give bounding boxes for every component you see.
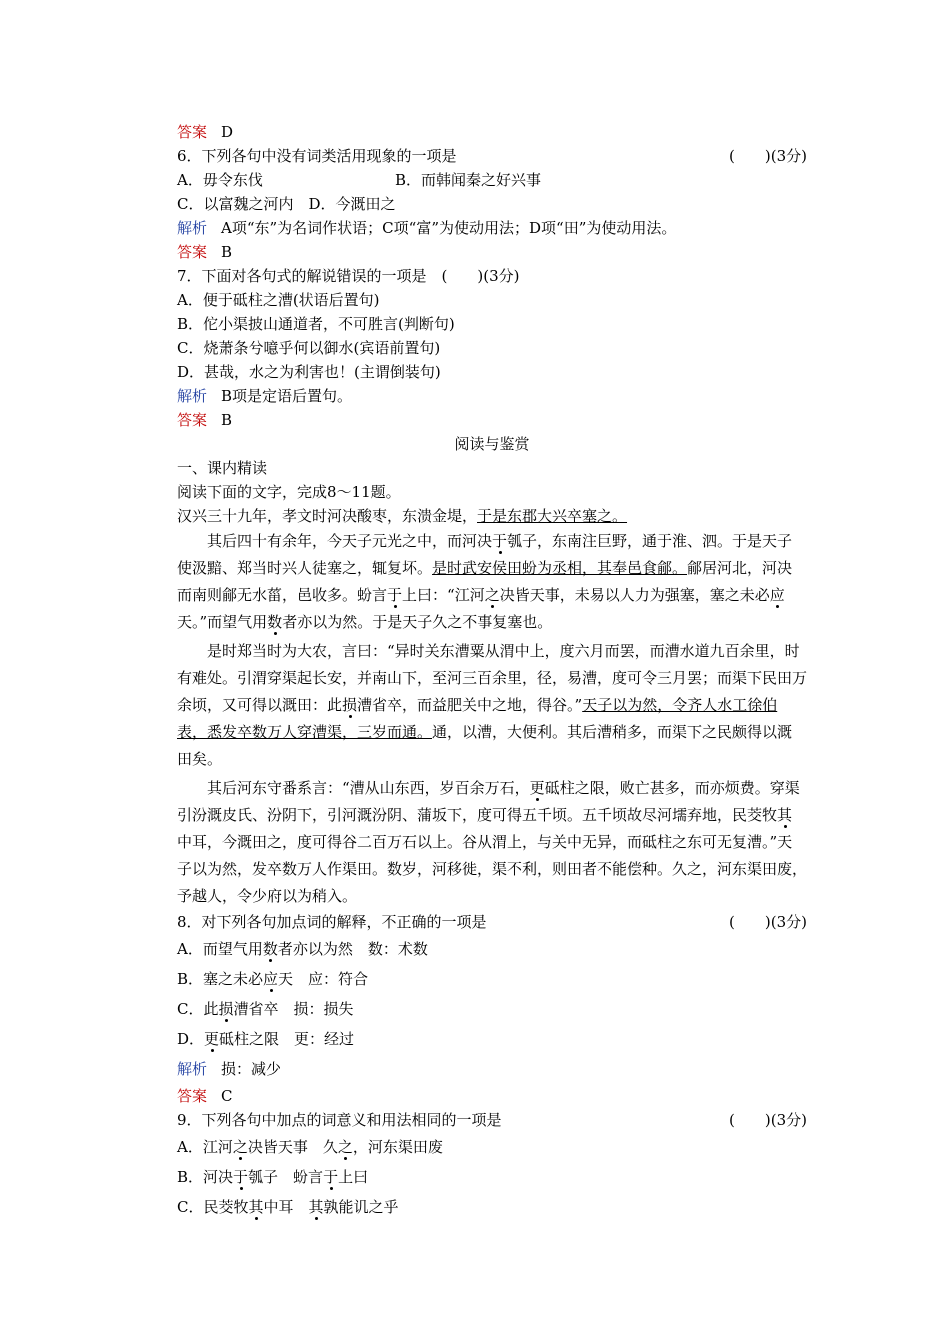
answer-value: C bbox=[221, 1087, 233, 1105]
part-heading: 一、课内精读 bbox=[177, 459, 268, 477]
document-page bbox=[177, 120, 807, 1222]
paragraph-text: 其后河东守番系言：“漕从山东西，岁百余万石， bbox=[207, 779, 530, 797]
dotted-word: 于 bbox=[323, 1168, 339, 1186]
question-text: 6．下列各句中没有词类活用现象的一项是 bbox=[177, 147, 457, 165]
dotted-word: 其 bbox=[248, 1198, 264, 1216]
section-title: 阅读与鉴赏 bbox=[454, 435, 530, 453]
option-text: B．河决 bbox=[177, 1168, 234, 1186]
question-score: ( )(3分) bbox=[729, 1111, 807, 1129]
q6-analysis bbox=[177, 216, 807, 240]
question-score: ( )(3分) bbox=[729, 913, 807, 931]
q6-answer bbox=[177, 240, 807, 264]
option-text: A．而望气用 bbox=[177, 940, 263, 958]
paragraph-text: 瓠子，东南注巨野，通于淮、泗。于是天子使汲黯、郑当时兴人徒塞之，辄复坏。 bbox=[177, 532, 793, 577]
option-d: D．今溉田之 bbox=[308, 195, 396, 213]
option-text: ，河东渠田废 bbox=[352, 1138, 443, 1156]
analysis-label: 解析 bbox=[177, 219, 208, 237]
dotted-word: 于 bbox=[492, 532, 508, 550]
option-text: D． bbox=[177, 1030, 205, 1048]
q7-analysis bbox=[177, 384, 807, 408]
paragraph-text: 其后四十有余年，今天子元光之中，而河决 bbox=[207, 532, 493, 550]
answer-label: 答案 bbox=[177, 1087, 208, 1105]
dotted-word: 于 bbox=[233, 1168, 249, 1186]
q8-answer bbox=[177, 1084, 807, 1108]
dotted-word: 其 bbox=[308, 1198, 324, 1216]
passage-paragraph-4 bbox=[177, 775, 807, 910]
option-a: A．毋令东伐 bbox=[177, 171, 263, 189]
passage-paragraph-3 bbox=[177, 638, 807, 773]
passage-paragraph-2 bbox=[177, 528, 807, 636]
q8-option-a bbox=[177, 934, 807, 964]
option-b: B．而韩闻秦之好兴事 bbox=[395, 171, 542, 189]
question-text: 7．下面对各句式的解说错误的一项是 ( )(3分) bbox=[177, 267, 520, 285]
option-text: 决皆天事 久 bbox=[247, 1138, 338, 1156]
q7-option-b: B．佗小渠披山通道者，不可胜言(判断句) bbox=[177, 315, 455, 333]
dotted-word: 之 bbox=[484, 586, 500, 604]
paragraph-text: 砥柱之限，败亡甚多，而亦烦费。穿渠引汾溉皮氏、汾阴下，引河溉汾阴、蒲坂下，度可得五千顷。五千顷故尽河壖弃地，民茭牧 bbox=[177, 779, 800, 824]
q9-option-b bbox=[177, 1162, 807, 1192]
question-text: 9．下列各句中加点的词意义和用法相同的一项是 bbox=[177, 1111, 502, 1129]
dotted-word: 之 bbox=[232, 1138, 248, 1156]
analysis-label: 解析 bbox=[177, 387, 208, 405]
option-text: 漕省卒 损：损失 bbox=[233, 1000, 354, 1018]
q8-analysis bbox=[177, 1054, 807, 1084]
q6-options-cd bbox=[177, 192, 807, 216]
paragraph-text: 决皆天事，未易以人力为强塞，塞之未必 bbox=[499, 586, 770, 604]
option-text: C．此 bbox=[177, 1000, 219, 1018]
analysis-label: 解析 bbox=[177, 1060, 208, 1078]
paragraph-text: 天。”而望气用 bbox=[177, 613, 268, 631]
answer-label: 答案 bbox=[177, 243, 208, 261]
option-text: A．江河 bbox=[177, 1138, 233, 1156]
underlined-sentence: 于是东郡大兴卒塞之。 bbox=[477, 507, 628, 525]
q7-option-d: D．甚哉，水之为利害也！(主谓倒装句) bbox=[177, 363, 441, 381]
answer-value: B bbox=[221, 411, 233, 429]
reading-instruction: 阅读下面的文字，完成8～11题。 bbox=[177, 483, 401, 501]
q7-answer bbox=[177, 408, 807, 432]
dotted-word: 其 bbox=[777, 806, 793, 824]
q9-option-a bbox=[177, 1132, 807, 1162]
dotted-word: 损 bbox=[342, 696, 358, 714]
dotted-word: 更 bbox=[204, 1030, 220, 1048]
dotted-word: 之 bbox=[337, 1138, 353, 1156]
q7-option-c: C．烧萧条兮噫乎何以御水(宾语前置句) bbox=[177, 339, 441, 357]
option-text: 天 应：符合 bbox=[278, 970, 369, 988]
q8-option-b bbox=[177, 964, 807, 994]
option-text: 砥柱之限 更：经过 bbox=[219, 1030, 355, 1048]
option-c: C．以富魏之河内 bbox=[177, 195, 294, 213]
option-text: 孰能讥之乎 bbox=[323, 1198, 399, 1216]
question-text: 8．对下列各句加点词的解释，不正确的一项是 bbox=[177, 913, 487, 931]
option-text: 瓠子 蚡言 bbox=[248, 1168, 324, 1186]
underlined-sentence: 是时武安侯田蚡为丞相，其奉邑食鄃。 bbox=[432, 559, 688, 577]
underlined-sentence: 天子以为然，令齐人水工徐伯表，悉发卒数万人穿漕渠，三岁而通。 bbox=[177, 696, 778, 741]
q8-option-d bbox=[177, 1024, 807, 1054]
paragraph-text: 上曰：“江河 bbox=[402, 586, 485, 604]
q6-options-ab bbox=[177, 168, 807, 192]
passage-paragraph-1 bbox=[177, 504, 807, 528]
option-text: C．民茭牧 bbox=[177, 1198, 249, 1216]
paragraph-text: 中耳，今溉田之，度可得谷二百万石以上。谷从渭上，与关中无异，而砥柱之东可无复漕。”天子以为然，发卒数万人作渠田。数岁，河移徙，渠不利，则田者不能偿种。久之，河东渠田废，予越人，令少府以为稍入。 bbox=[177, 833, 808, 905]
q8-option-c bbox=[177, 994, 807, 1024]
paragraph-text: 汉兴三十九年，孝文时河决酸枣，东溃金堤， bbox=[177, 507, 478, 525]
dotted-word: 更 bbox=[529, 779, 545, 797]
dotted-word: 损 bbox=[218, 1000, 234, 1018]
analysis-text: B项是定语后置句。 bbox=[221, 387, 353, 405]
paragraph-text: 通，以漕，大便利。其后漕稍多，而渠下之民颇得以溉田矣。 bbox=[177, 723, 793, 768]
answer-label: 答案 bbox=[177, 411, 208, 429]
q9-stem bbox=[177, 1108, 807, 1132]
dotted-word: 数 bbox=[267, 613, 283, 631]
answer-value: D bbox=[221, 123, 234, 141]
analysis-text: 损：减少 bbox=[221, 1060, 282, 1078]
option-text: 中耳 bbox=[263, 1198, 309, 1216]
paragraph-text: 是时郑当时为大农，言曰：“异时关东漕粟从渭中上，度六月而罢，而漕水道九百余里，时有难处。引渭穿渠起长安，并南山下，至河三百余里，径，易漕，度可令三月罢；而渠下民田万余顷，又可得以溉田：此 bbox=[177, 642, 808, 714]
dotted-word: 应 bbox=[263, 970, 279, 988]
dotted-word: 于 bbox=[387, 586, 403, 604]
paragraph-text: 者亦以为然。于是天子久之不事复塞也。 bbox=[282, 613, 553, 631]
option-text: B．塞之未必 bbox=[177, 970, 264, 988]
answer-value: B bbox=[221, 243, 233, 261]
option-text: 者亦以为然 数：术数 bbox=[277, 940, 428, 958]
dotted-word: 应 bbox=[769, 586, 785, 604]
q7-stem bbox=[177, 264, 807, 288]
paragraph-text: 漕省卒，而益肥关中之地，得谷。” bbox=[357, 696, 583, 714]
option-text: 上曰 bbox=[338, 1168, 369, 1186]
dotted-word: 数 bbox=[262, 940, 278, 958]
q8-stem bbox=[177, 910, 807, 934]
paragraph-text: 鄃居河北，河决而南则鄃无水菑，邑收多。蚡言 bbox=[177, 559, 793, 604]
question-score: ( )(3分) bbox=[729, 147, 807, 165]
q9-option-c bbox=[177, 1192, 807, 1222]
q7-option-a: A．便于砥柱之漕(状语后置句) bbox=[177, 291, 380, 309]
q6-stem bbox=[177, 144, 807, 168]
analysis-text: A项“东”为名词作状语；C项“富”为使动用法；D项“田”为使动用法。 bbox=[221, 219, 677, 237]
answer-label: 答案 bbox=[177, 123, 208, 141]
q5-answer bbox=[177, 120, 807, 144]
